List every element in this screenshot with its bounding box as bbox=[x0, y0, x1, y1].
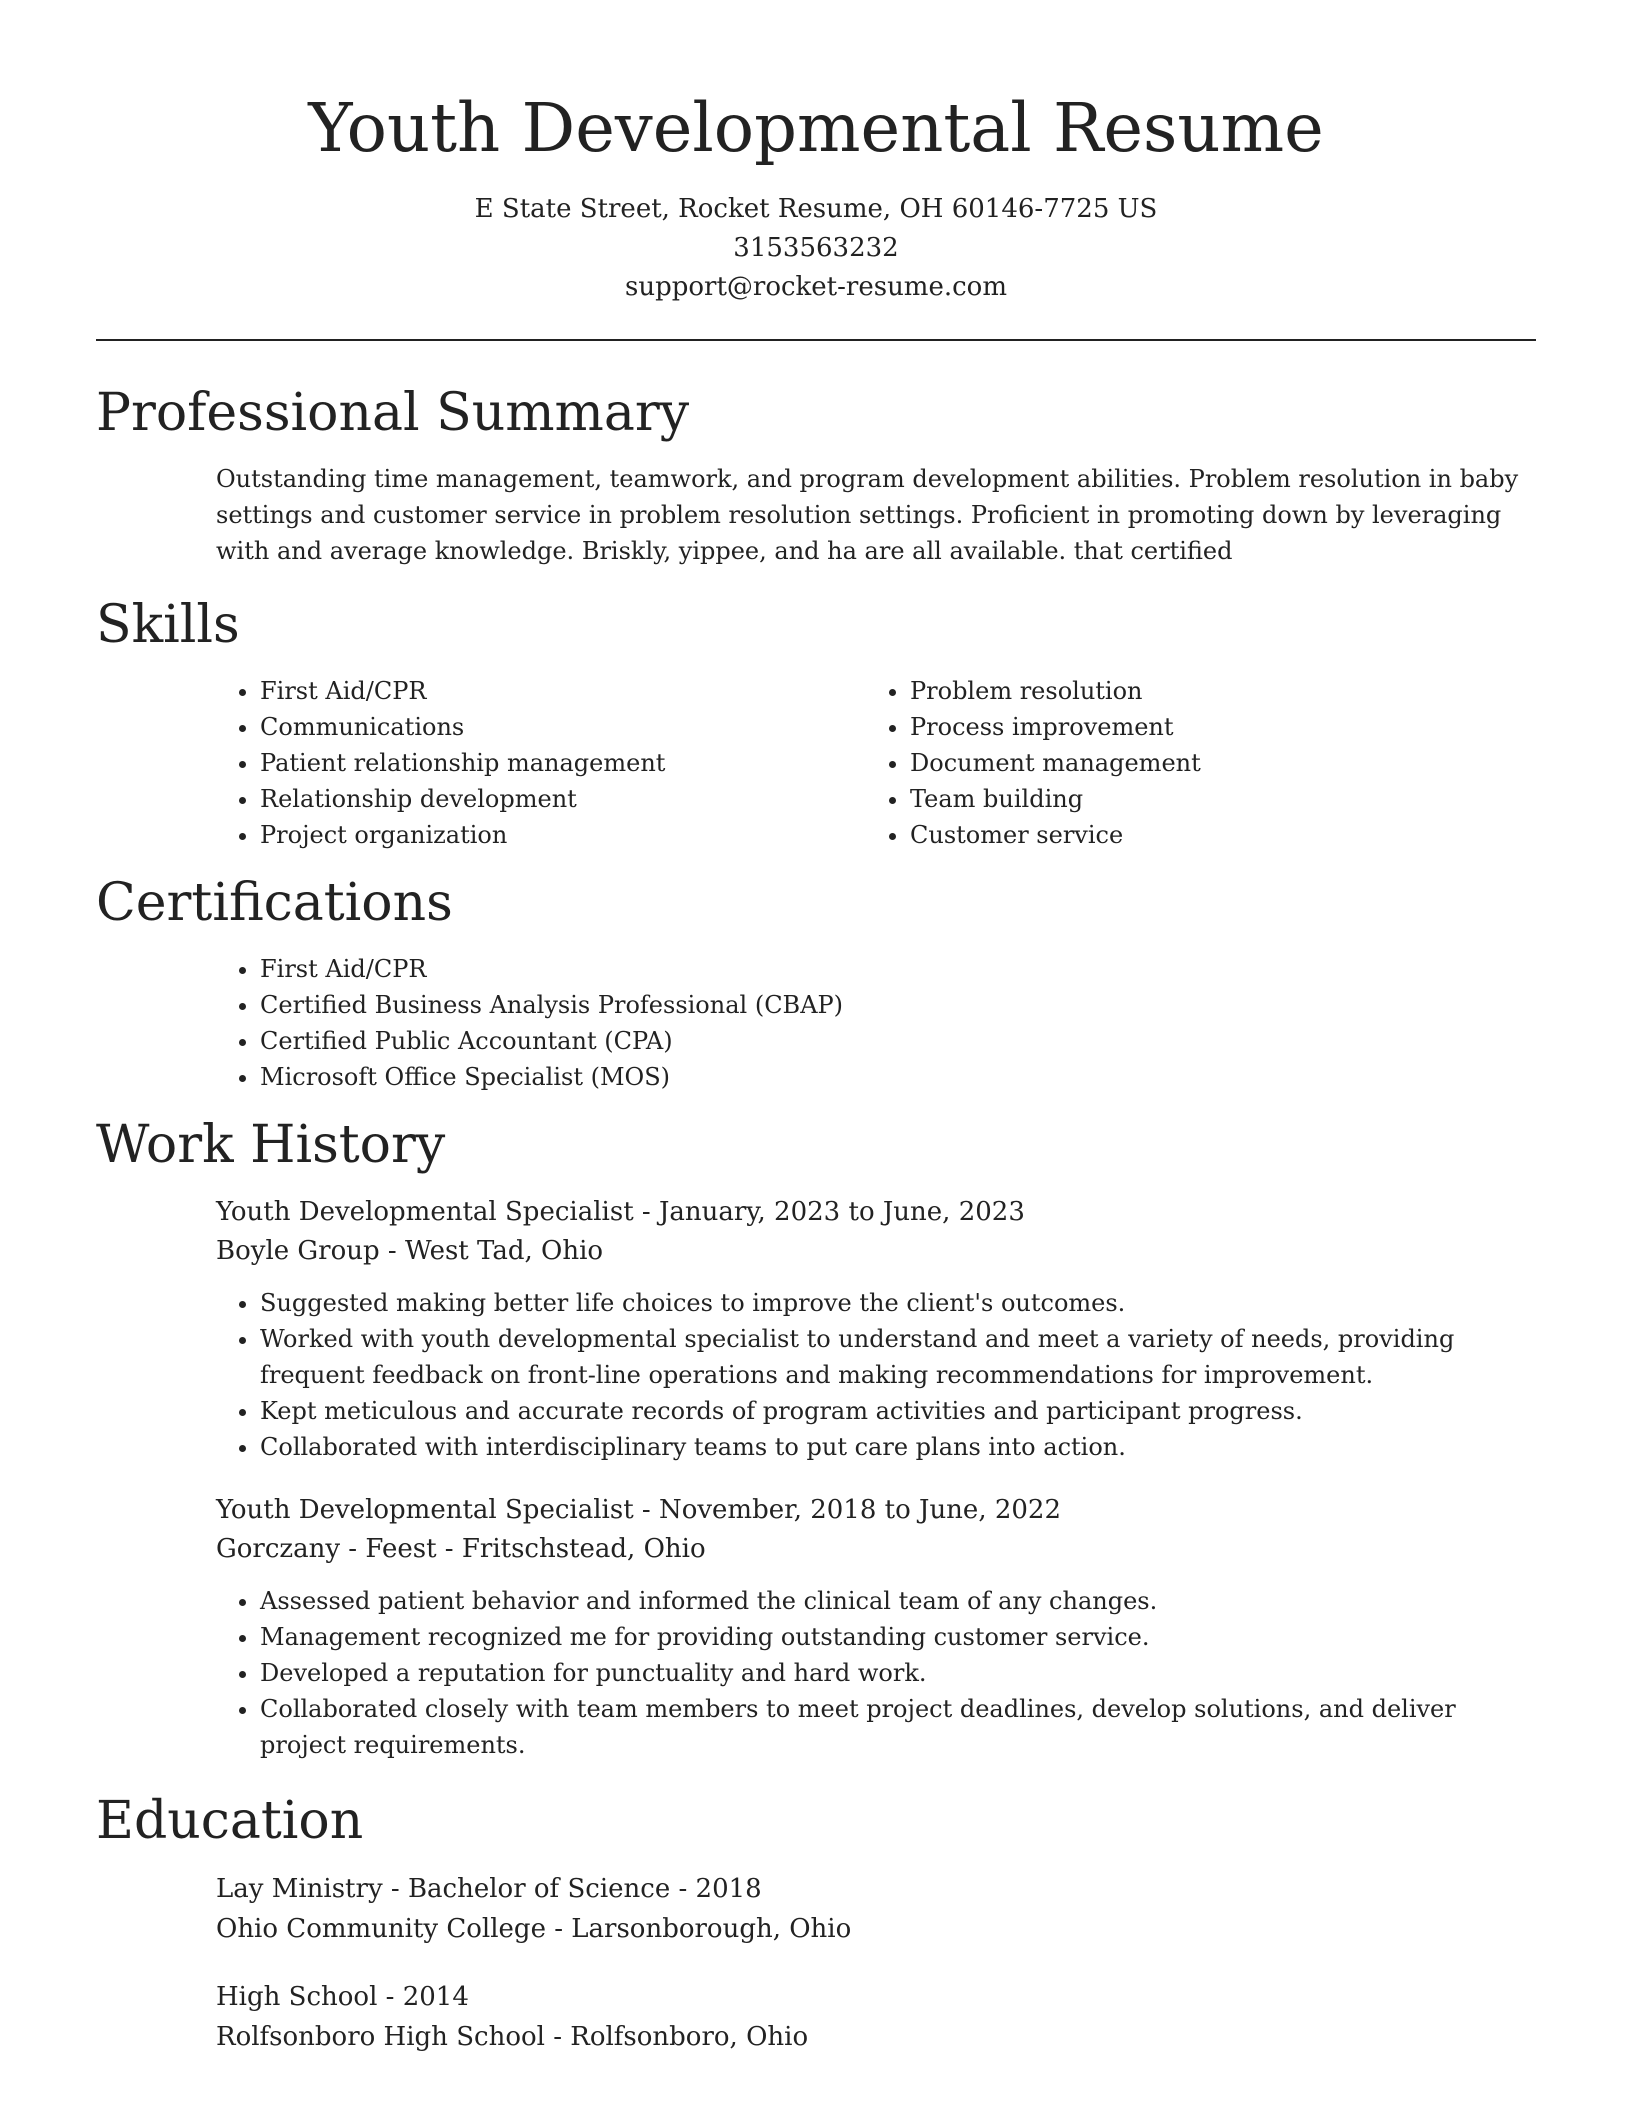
skill-item: • Project organization bbox=[260, 817, 866, 853]
education-degree: Lay Ministry - Bachelor of Science - 2018 bbox=[216, 1874, 762, 1904]
work-history-heading: Work History bbox=[96, 1115, 446, 1175]
skill-item: • Problem resolution bbox=[910, 673, 1516, 709]
job-bullet: • Suggested making better life choices to improve the client's outcomes. bbox=[260, 1285, 1536, 1321]
skills-heading: Skills bbox=[96, 595, 240, 655]
skills-grid bbox=[96, 673, 1536, 853]
job-bullet: • Collaborated with interdisciplinary teams to put care plans into action. bbox=[260, 1429, 1536, 1465]
skills-section bbox=[96, 593, 1536, 853]
job-bullet: • Management recognized me for providing outstanding customer service. bbox=[260, 1619, 1536, 1655]
header-divider bbox=[96, 339, 1536, 341]
certification-item: • Certified Public Accountant (CPA) bbox=[260, 1023, 1536, 1059]
education-heading: Education bbox=[96, 1791, 364, 1851]
summary-text: Outstanding time management, teamwork, and program development abilities. Problem resolution in baby settings and customer service in problem resolution settings. Proficient in promoting down by leveraging with and average knowledge. Briskly, yippee, and ha are all available. that certified bbox=[216, 465, 1519, 565]
skill-item: • Communications bbox=[260, 709, 866, 745]
job-title: Youth Developmental Specialist - January, 2023 to June, 2023 bbox=[216, 1197, 1025, 1227]
job-bullet: • Developed a reputation for punctuality and hard work. bbox=[260, 1655, 1536, 1691]
education-entry bbox=[216, 1869, 1536, 1949]
certification-item: • First Aid/CPR bbox=[260, 951, 1536, 987]
summary-heading: Professional Summary bbox=[96, 383, 690, 443]
contact-email: support@rocket-resume.com bbox=[624, 272, 1007, 302]
education-degree: High School - 2014 bbox=[216, 1982, 469, 2012]
education-entry bbox=[216, 1977, 1536, 2057]
job-entry bbox=[216, 1491, 1536, 1763]
certification-item: • Certified Business Analysis Professional (CBAP) bbox=[260, 987, 1536, 1023]
job-entry bbox=[216, 1193, 1536, 1465]
certifications-heading: Certifications bbox=[96, 873, 453, 933]
job-bullet: • Collaborated closely with team members to meet project deadlines, develop solutions, and deliver project requirements. bbox=[260, 1691, 1536, 1763]
skill-item: • Document management bbox=[910, 745, 1516, 781]
job-bullet: • Assessed patient behavior and informed the clinical team of any changes. bbox=[260, 1583, 1536, 1619]
education-section bbox=[96, 1789, 1536, 2057]
contact-address: E State Street, Rocket Resume, OH 60146-7725 US bbox=[474, 194, 1158, 224]
job-company: Gorczany - Feest - Fritschstead, Ohio bbox=[216, 1534, 706, 1564]
skills-column-right bbox=[866, 673, 1516, 853]
skill-item: • Process improvement bbox=[910, 709, 1516, 745]
skill-item: • Team building bbox=[910, 781, 1516, 817]
resume-name: Youth Developmental Resume bbox=[308, 89, 1324, 167]
certification-item: • Microsoft Office Specialist (MOS) bbox=[260, 1059, 1536, 1095]
education-school: Rolfsonboro High School - Rolfsonboro, Ohio bbox=[216, 2022, 809, 2052]
skill-item: • Customer service bbox=[910, 817, 1516, 853]
resume-header bbox=[96, 86, 1536, 307]
certifications-section bbox=[96, 871, 1536, 1095]
work-history-section bbox=[96, 1113, 1536, 1763]
job-bullet: • Worked with youth developmental specialist to understand and meet a variety of needs, providing frequent feedback on front-line operations and making recommendations for improvement. bbox=[260, 1321, 1536, 1393]
skills-column-left bbox=[216, 673, 866, 853]
job-company: Boyle Group - West Tad, Ohio bbox=[216, 1236, 604, 1266]
contact-phone: 3153563232 bbox=[733, 233, 899, 263]
education-school: Ohio Community College - Larsonborough, Ohio bbox=[216, 1914, 852, 1944]
skill-item: • Relationship development bbox=[260, 781, 866, 817]
job-title: Youth Developmental Specialist - November, 2018 to June, 2022 bbox=[216, 1495, 1062, 1525]
job-bullet: • Kept meticulous and accurate records of program activities and participant progress. bbox=[260, 1393, 1536, 1429]
skill-item: • Patient relationship management bbox=[260, 745, 866, 781]
skill-item: • First Aid/CPR bbox=[260, 673, 866, 709]
summary-section bbox=[96, 381, 1536, 569]
